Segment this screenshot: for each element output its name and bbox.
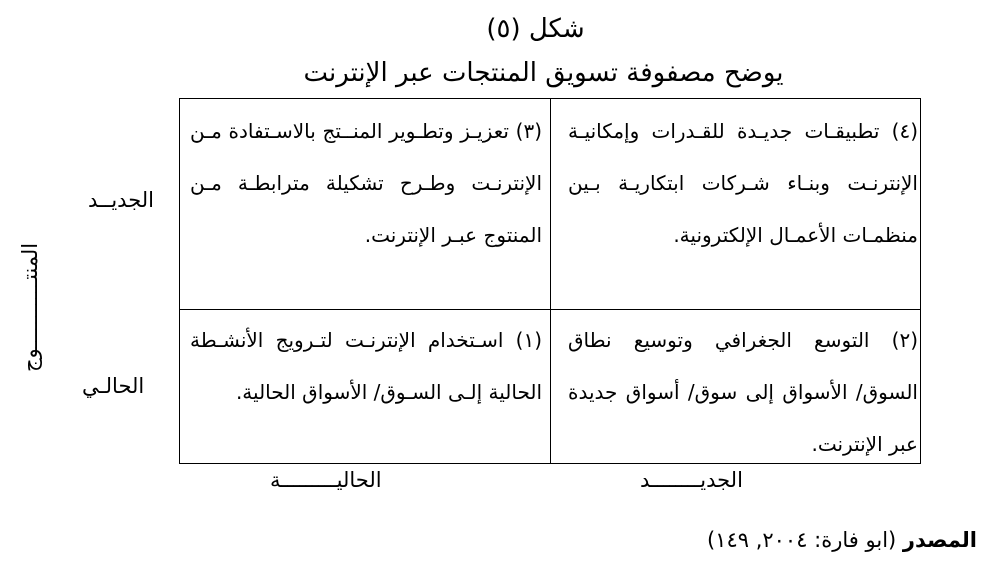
- source-citation: (ابو فارة: ٢٠٠٤, ١٤٩): [706, 528, 897, 552]
- column-label-current: الحاليـــــــــة: [270, 468, 382, 492]
- source-citation-line: [707, 528, 977, 552]
- product-axis-label: المنتـــــــــــوج: [18, 242, 42, 372]
- column-label-new: الجديــــــــد: [640, 468, 743, 492]
- figure-subtitle: يوضح مصفوفة تسويق المنتجات عبر الإنترنت: [303, 58, 784, 88]
- matrix-table: [179, 98, 921, 464]
- matrix-cell-3: (٣) تعزيـز وتطـوير المنــتج بالاسـتفادة مـن الإنترنـت وطـرح تشكيلة مترابطـة مـن المنتوج عبـر الإنترنت.: [190, 119, 542, 247]
- figure-title: شكل (٥): [486, 14, 585, 44]
- matrix-vertical-divider: [550, 99, 551, 463]
- row-label-new: الجديــد: [88, 188, 154, 212]
- matrix-cell-2: (٢) التوسع الجغرافي وتوسيع نطاق السوق/ الأسواق إلى سوق/ أسواق جديدة عبر الإنترنت.: [568, 328, 918, 456]
- source-label: المصدر: [902, 528, 977, 552]
- row-label-current: الحالـي: [82, 374, 145, 398]
- matrix-cell-4: (٤) تطبيقـات جديـدة للقـدرات وإمكانيـة الإنترنـت وبنـاء شـركات ابتكاريـة بـين منظمـات الأعمـال الإلكترونية.: [568, 119, 918, 247]
- matrix-cell-1: (١) اسـتخدام الإنترنـت لتـرويج الأنشـطة الحالية إلـى السـوق/ الأسواق الحالية.: [190, 328, 542, 404]
